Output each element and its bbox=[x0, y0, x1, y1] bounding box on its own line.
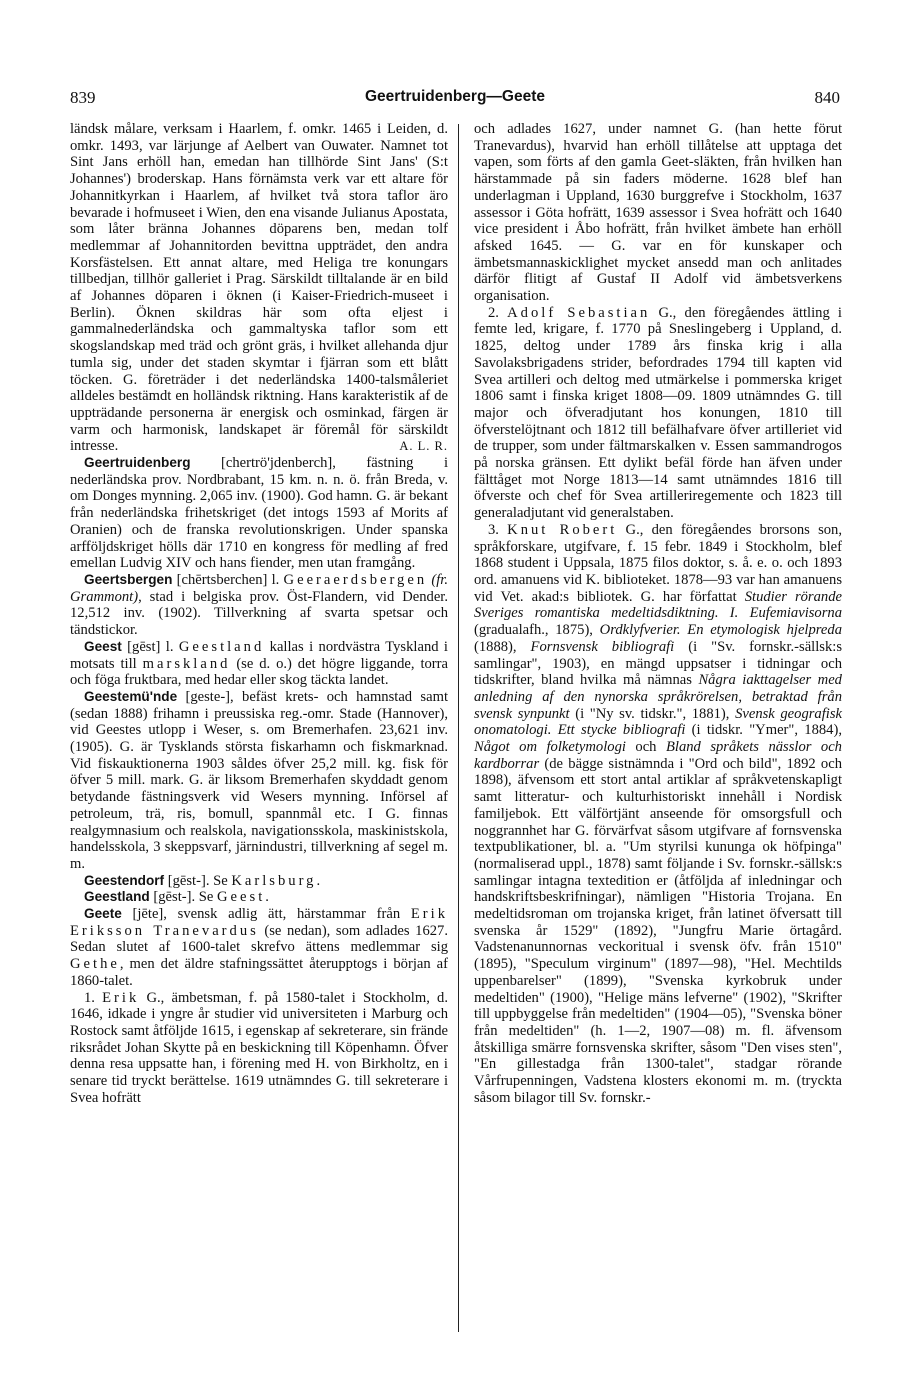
article-geertsbergen: Geertsbergen [chērtsberchen] l. Geeraerdsbergen (fr. Grammont), stad i belgiska prov. Öst-Flandern, vid Dender. 12,512 inv. (1902). Tillverkning af svarta spetsar och tändstickor. bbox=[70, 571, 448, 639]
article-geete-erik-continuation: och adlades 1627, under namnet G. (han hette förut Tranevardus), hvarvid han erhöll tillåtelse att upptaga det vapen, som förts af den gamla Geet-släkten, från hvilken han härstammade på sin faders möderne. 1628 blef han underlagman i Uppland, 1630 burggrefve i Stockholm, 1637 assessor i Göta hofrätt, 1639 assessor i Svea hofrätt och 1640 vice president i Åbo hofrätt, från hvilket ämbete han erhöll afsked 1645. — G. var en för kunskaper och ämbetsmannaskicklighet mycket ansedd man och anlitades därför flitigt af Gustaf II Adolf vid ämbetsverkens organisation. bbox=[474, 121, 842, 305]
right-column bbox=[474, 121, 842, 1106]
article-geestendorf: Geestendorf [gēst-]. Se Karlsburg. bbox=[84, 872, 321, 889]
page-number-left: 839 bbox=[70, 88, 96, 107]
article-geestemunde: Geestemü'nde [geste-], befäst krets- och hamnstad samt (sedan 1888) frihamn i preussiska reg.-omr. Stade (Hannover), vid Geestes utlopp i Weser, s. om Bremerhafen. 23,621 inv. (1905). G. är Tysklands största fiskarhamn och fiskmarknad. Vid fiskauktionerna 1903 såldes öfver 25,2 mill. kg. fisk för öfver 5 mill. mark. G. är liksom Bremerhafen skyddadt genom betydande fästningsverk vid Wesers mynning. Införsel af petroleum, trä, ris, bomull, spannmål etc. I G. finnas realgymnasium och realskola, navigationsskola, maskinistskola, handelsskola, 3 skeppsvarf, järnindustri, tillverkning af segel m. m. bbox=[70, 688, 448, 872]
headword: Geest bbox=[84, 638, 122, 654]
left-column bbox=[70, 121, 448, 1106]
headword: Geestemü'nde bbox=[84, 688, 178, 704]
headword: Geestland bbox=[84, 889, 150, 905]
article-geest: Geest [gēst] l. Geestland kallas i nordvästra Tyskland i motsats till marskland (se d. o.) det högre liggande, torra och föga fruktbara, med hedar eller skog täckta landet. bbox=[70, 638, 449, 689]
article-geete-erik: 1. Erik G., ämbetsman, f. på 1580-talet i Stockholm, d. 1646, idkade i yngre år studier vid universiteten i Marburg och Rostock samt åtföljde 1615, i egenskap af sekreterare, sin frände riksrådet Johan Skytte på en beskickning till Köpenhamn. Öfver denna resa uppsatte han, i förening med H. von Birkholtz, en i senare tid tryckt berättelse. 1619 utnämndes G. till sekreterare i Svea hofrätt bbox=[70, 989, 448, 1106]
article-geete: Geete [jēte], svensk adlig ätt, härstammar från Erik Eriksson Tranevardus (se nedan), som adlades 1627. Sedan slutet af 1600-talet skrefvo ättens medlemmar sig Gethe, men det äldre stafningssättet återupptogs i början af 1860-talet. bbox=[70, 906, 448, 989]
page-header bbox=[70, 88, 840, 112]
article-gertgen-continuation: ländsk målare, verksam i Haarlem, f. omkr. 1465 i Leiden, d. omkr. 1493, var lärjunge af Aelbert van Ouwater. Namnet tot Sint Jans erhöll han, emedan han tillhörde Sint Jans' (S:t Johannes') broderskap. Hans förnämsta verk var ett altare för Johannitkyrkan i Haarlem, af hvilket två stora taflor äro bevarade i hofmuseet i Wien, den ena visande Julianus Apostata, som låter bränna Johannes döparens ben, medan tolf medlemmar af Johannitorden bevittna uppträdet, den andra Korsfästelsen. Ett annat altare, med Heliga tre konungars tillbedjan, tillhör galleriet i Prag. Särskildt tilltalande är en bild af Johannes döparen i öknen (i Kaiser-Friedrich-museet i Berlin). Öknen skildras här som ofta eljest i gammalnederländska och gammaltyska taflor som ett skogslandskap med träd och grönt gräs, i hvilket allehanda djur tumla sig, under det staden skymtar i fjärran som ett blått töcken. G. företräder i det nederländska 1400-talsmåleriet alldeles bestämdt en holländsk riktning. Hans karakteristik af de uppträdande personerna är energisk och osminkad, färgen är varm och harmonisk, landskapet är föremål för särskildt intresse. A. L. R. bbox=[70, 121, 448, 455]
running-title: Geertruidenberg—Geete bbox=[364, 88, 546, 105]
article-geete-adolf-sebastian: 2. Adolf Sebastian G., den föregåendes ättling i femte led, krigare, f. 1770 på Sneslingeberg i Uppland, d. 1825, deltog under 1789 års finska krig i alla Savolaksbrigadens strider, befordrades 1794 till kapten vid Svea artilleri och deltog med utmärkelse i pommerska kriget 1806 samt i finska kriget 1808—09. 1809 utnämndes G. till major och öfveradjutant hos konungen, 1810 till öfverstelöjtnant och 1812 till befälhafvare öfver artilleriet vid de trupper, som under fältmarskalken v. Essen sammandrogos på norska gränsen. Ett dylikt befäl förde han äfven under fälttåget mot Norge 1813—14 samt utnämndes 1816 till öfverste och chef för Svea artilleriregemente och 1823 till generaladjutant vid generalstaben. bbox=[474, 304, 842, 522]
article-geestland: Geestland [gēst-]. Se Geest. bbox=[84, 889, 269, 906]
headword: Geete bbox=[84, 906, 122, 922]
headword: Geertsbergen bbox=[84, 571, 173, 587]
headword: Geertruidenberg bbox=[84, 455, 191, 471]
headword: Geestendorf bbox=[84, 872, 165, 888]
article-geete-knut-robert: 3. Knut Robert G., den föregåendes brorsons son, språkforskare, utgifvare, f. 15 febr. 1849 i Stockholm, blef 1868 student i Uppsala, 1875 filos doktor, s. å. e. o. och 1893 ord. amanuens vid K. biblioteket. 1878—93 var han amanuens vid Vet. akad:s bibliotek. G. har författat Studier rörande Sveriges romantiska medeltidsdiktning. I. Eufemiavisorna (gradualafh., 1875), Ordklyfverier. En etymologisk hjelpreda (1888), Fornsvensk bibliografi (i "Sv. fornskr.-sällsk:s samlingar", 1903), en mängd uppsatser i tidningar och tidskrifter, bland hvilka må nämnas Några iakttagelser med anledning af den nynorska språkrörelsen, betraktad från svensk synpunkt (i "Ny sv. tidskr.", 1881), Svensk geografisk onomatologi. Ett stycke bibliografi (i tidskr. "Ymer", 1884), Något om folketymologi och Bland språkets nässlor och kardborrar (de bägge sistnämnda i "Ord och bild", 1892 och 1898), äfvensom ett stort antal artiklar af språkvetenskapligt samt litteratur- och kulturhistoriskt innehåll i Nordisk familjebok. Ett välförtjänt anseende för omsorgsfull och noggrannhet har G. förvärfvat såsom utgifvare af fornsvenska textpublikationer, bl. a. "Um styrilsi kununga ok höfpinga" (normaliserad uppl., 1878) samt följande i Sv. fornskr.-sällsk:s samlingar intagna textedition er (åtföljda af inledningar och handskriftsbeskrifningar), nämligen "Historia Trojana. En medeltidsroman om trojanska kriget, från latinet öfversatt till svenska år 1529" (1892), "Jungfru Marie örtagård. Vadstenanunnornas veckoritual i svensk öfv. från 1510" (1895), "Speculum virginum" (1897—98), "Hel. Mechtilds uppenbarelser" (1899), "Svenska kyrkobruk under medeltiden" (1900), "Helige mäns lefverne" (1902), "Skrifter till uppbyggelse från medeltiden" (1904—05), "Svenska böner från medeltiden" (h. 1—2, 1907—08) m. fl. äfvensom åtskilliga smärre fornsvenska skrifter, såsom "Den vises sten", "En gillestadga från 1300-talet", stadgar rörande Vårfrupenningen, Vadstena klosters ekonomi m. m. (tryckta såsom bilagor till Sv. fornskr.- bbox=[474, 521, 843, 1106]
author-signature: A. L. R. bbox=[399, 439, 448, 454]
page-number-right: 840 bbox=[814, 88, 840, 107]
article-geertruidenberg: Geertruidenberg [chertrö'jdenberch], fästning i nederländska prov. Nordbrabant, 15 km. n. n. ö. från Breda, v. om Donges mynning. 2,065 inv. (1900). God hamn. G. är bekant från nederländska frihetskriget (det intogs 1593 af Morits af Oranien) och de franska revolutionskrigen. Under spanska arfföljdskriget hölls där 1710 en kongress för medling af fred emellan Ludvig XIV och hans fiender, men utan framgång. bbox=[70, 455, 448, 572]
column-divider bbox=[458, 124, 459, 1332]
